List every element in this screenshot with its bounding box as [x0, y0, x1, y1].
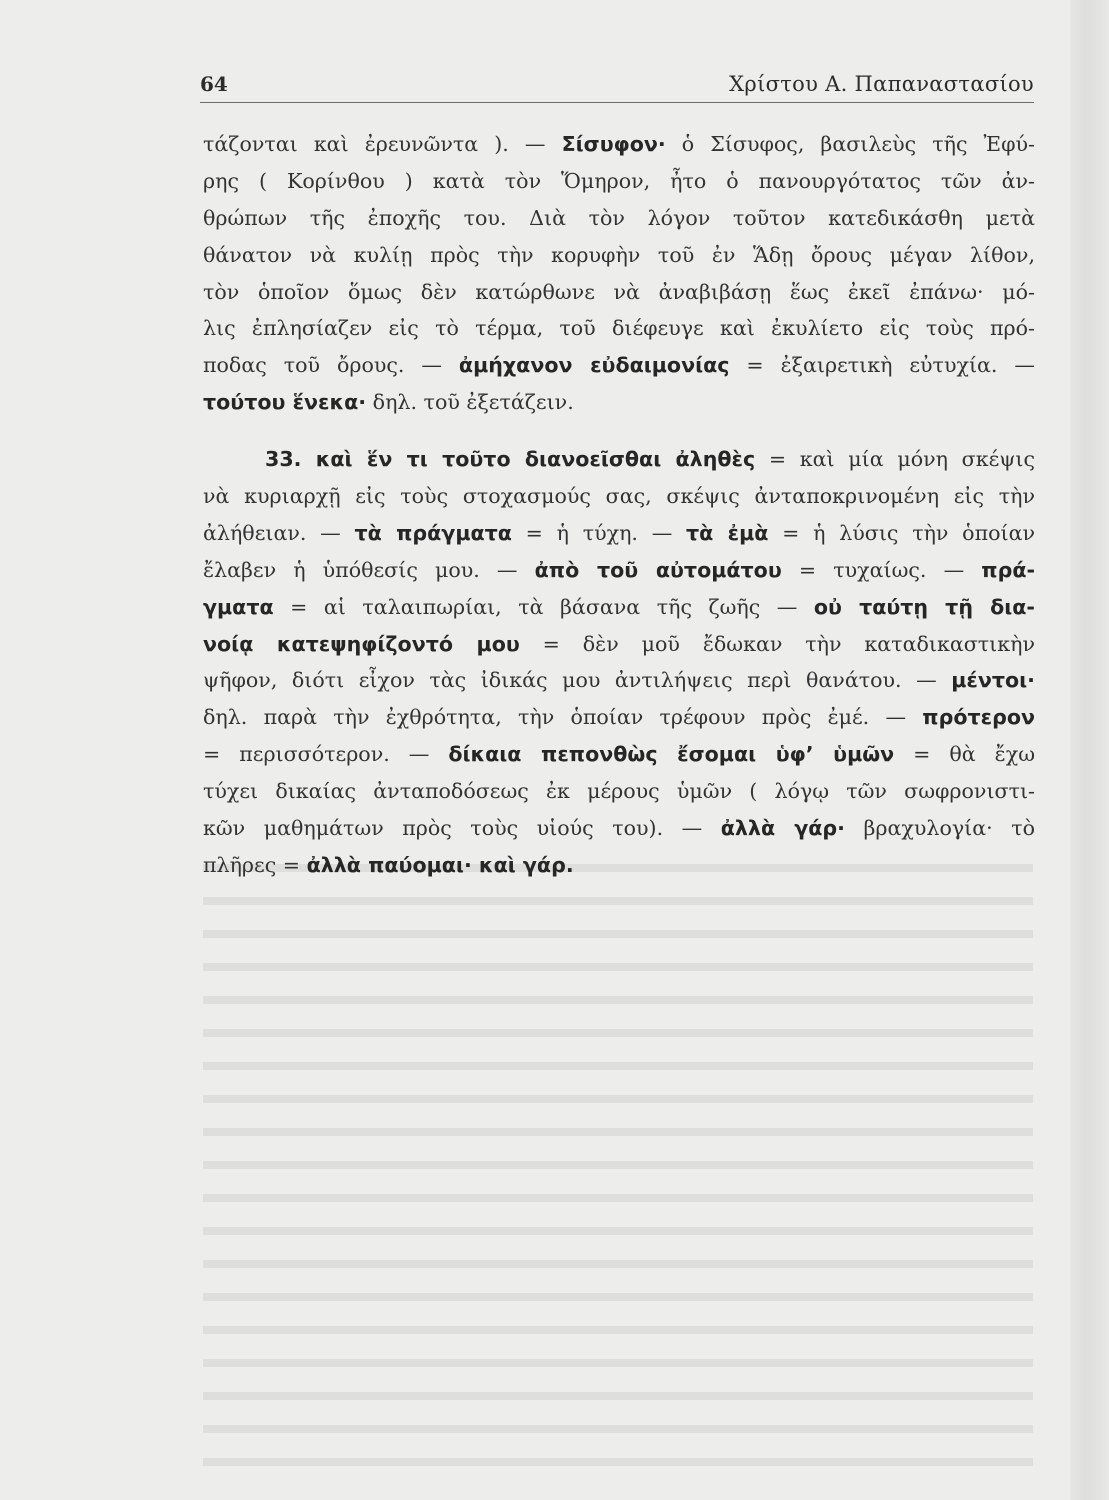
lemma: γματα [203, 594, 274, 619]
lemma: πρά- [981, 557, 1036, 582]
text-run: ὁ Σίσυφος, βασιλεὺς τῆς Ἐφύ- [665, 132, 1035, 156]
page-number: 64 [200, 72, 228, 96]
text-line [203, 384, 1035, 421]
lemma: τὰ πράγματα [354, 520, 512, 545]
text-run: = δὲν μοῦ ἔδωκαν τὴν καταδικαστικὴν [519, 631, 1035, 656]
text-line: θρώπων τῆς ἐποχῆς του. Διὰ τὸν λόγον τοῦτον κατεδικάσθη μετὰ [203, 205, 1035, 230]
text-line [203, 552, 1035, 589]
running-head [200, 66, 1034, 103]
text-run: = ἐξαιρετικὴ εὐτυχία. — [729, 353, 1036, 378]
text-run: = τυχαίως. — [781, 557, 982, 582]
lemma: νοίᾳ κατεψηφίζοντό μου [203, 631, 520, 656]
lemma: τούτου ἕνεκα· [203, 390, 367, 415]
text-line [203, 589, 1035, 626]
lemma: πρότερον [922, 705, 1035, 730]
lemma: οὐ ταύτῃ τῇ δια- [813, 594, 1035, 619]
text-run: ψῆφον, διότι εἶχον τὰς ἰδικάς μου ἀντιλήψεις περὶ θανάτου. — [203, 668, 952, 693]
text-run: δηλ. τοῦ ἐξετάζειν. [366, 390, 574, 415]
lemma: ἀπὸ τοῦ αὐτομάτου [534, 557, 782, 582]
text-line [203, 626, 1035, 663]
text-run: δηλ. παρὰ τὴν ἐχθρότητα, τὴν ὁποίαν τρέφουν πρὸς ἐμέ. — [203, 705, 923, 730]
text-line [203, 847, 1035, 884]
lemma: ἀλλὰ γάρ· [720, 816, 845, 841]
text-line: τύχει δικαίας ἀνταποδόσεως ἐκ μέρους ὑμῶν ( λόγῳ τῶν σωφρονιστι- [203, 779, 1035, 804]
lemma: τὰ ἐμὰ [686, 520, 769, 545]
text-line [203, 347, 1035, 384]
text-line: νὰ κυριαρχῇ εἰς τοὺς στοχασμούς σας, σκέψις ἀνταποκρινομένη εἰς τὴν [203, 484, 1035, 509]
commentary-text [203, 126, 1035, 884]
text-run: ποδας τοῦ ὄρους. — [203, 353, 459, 378]
text-run: = καὶ μία μόνη σκέψις [755, 447, 1035, 472]
text-run: ἀλήθειαν. — [203, 520, 355, 545]
text-line [203, 126, 1035, 163]
text-line [203, 699, 1035, 736]
text-run: = ἡ τύχη. — [511, 520, 687, 545]
show-through-text-shadow [203, 850, 1033, 1490]
text-line [203, 441, 1035, 478]
text-run: κῶν μαθημάτων πρὸς τοὺς υἱούς του). — [203, 816, 721, 841]
text-run: = περισσότερον. — [203, 742, 449, 767]
text-line: λις ἐπλησίαζεν εἰς τὸ τέρμα, τοῦ διέφευγε καὶ ἐκυλίετο εἰς τοὺς πρό- [203, 316, 1035, 341]
lemma: δίκαια πεπονθὼς ἔσομαι ὑφ’ ὑμῶν [448, 742, 895, 767]
text-run: τάζονται καὶ ἐρευνῶντα ). — [203, 132, 562, 156]
text-line [203, 515, 1035, 552]
text-line: ρης ( Κορίνθου ) κατὰ τὸν Ὅμηρον, ἦτο ὁ πανουργότατος τῶν ἀν- [203, 168, 1035, 193]
text-line: τὸν ὁποῖον ὅμως δὲν κατώρθωνε νὰ ἀναβιβάσῃ ἕως ἐκεῖ ἐπάνω· μό- [203, 279, 1035, 304]
lemma: ἀλλὰ παύομαι· καὶ γάρ. [306, 852, 574, 877]
text-run: = αἱ ταλαιπωρίαι, τὰ βάσανα τῆς ζωῆς — [273, 594, 814, 619]
text-run: ἔλαβεν ἡ ὑπόθεσίς μου. — [203, 557, 535, 582]
text-run: πλῆρες = [203, 852, 307, 877]
text-run: βραχυλογία· τὸ [844, 816, 1035, 841]
page-edge-shadow [1070, 0, 1109, 1500]
running-title: Χρίστου Α. Παπαναστασίου [729, 72, 1034, 96]
text-line [203, 662, 1035, 699]
lemma: 33. καὶ ἕν τι τοῦτο διανοεῖσθαι ἀληθὲς [265, 447, 756, 472]
paragraph-gap [203, 421, 1035, 441]
text-line [203, 736, 1035, 773]
lemma: ἀμήχανον εὐδαιμονίας [458, 353, 730, 378]
text-line [203, 810, 1035, 847]
lemma: μέντοι· [951, 668, 1035, 693]
text-run: = θὰ ἔχω [894, 742, 1035, 767]
text-run: = ἡ λύσις τὴν ὁποίαν [768, 520, 1036, 545]
text-line: θάνατον νὰ κυλίῃ πρὸς τὴν κορυφὴν τοῦ ἐν Ἅδῃ ὄρους μέγαν λίθον, [203, 242, 1035, 267]
lemma: Σίσυφον· [561, 132, 666, 156]
